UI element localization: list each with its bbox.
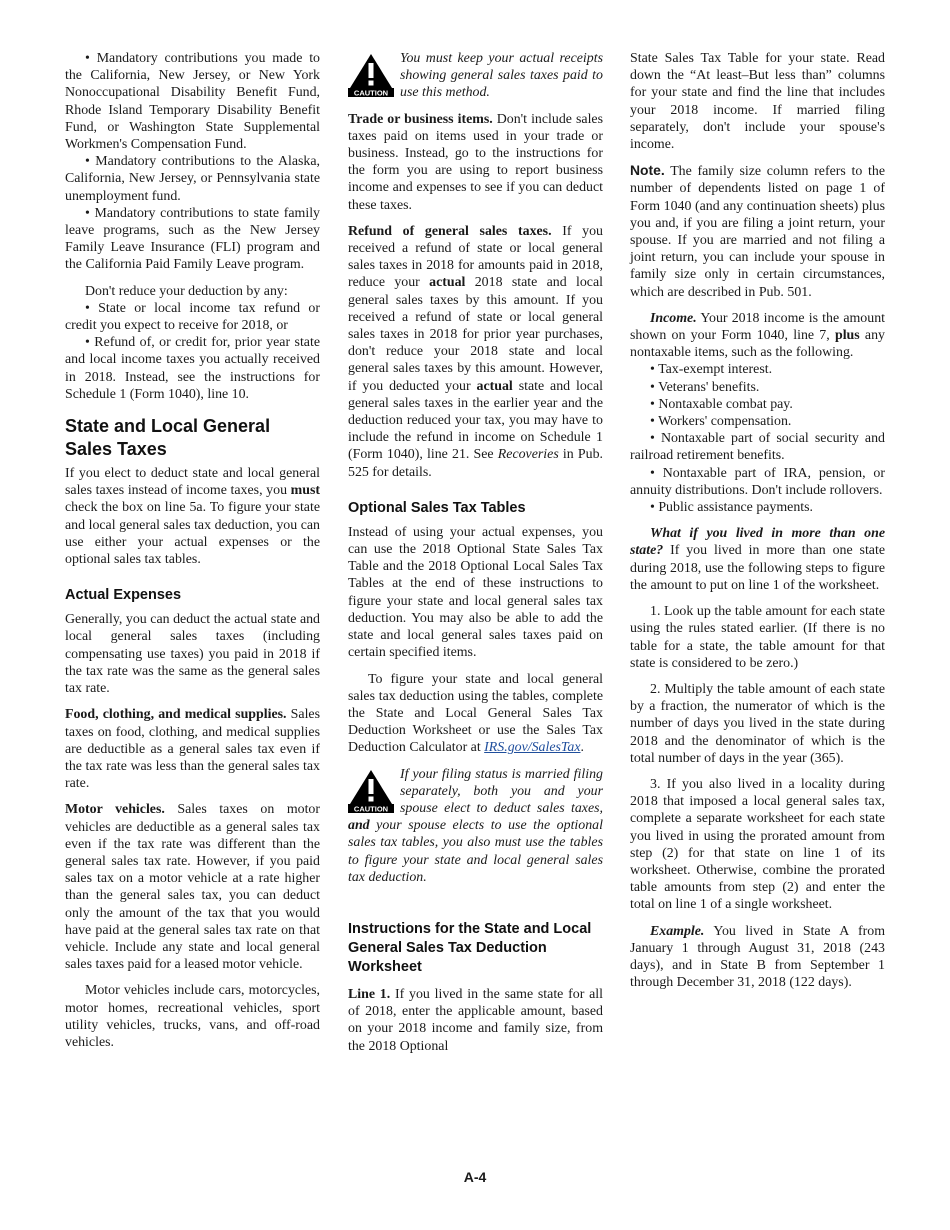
subsection-heading: Optional Sales Tax Tables xyxy=(348,499,526,516)
list-item: • Nontaxable combat pay. xyxy=(650,396,793,412)
paragraph: Note. The family size column refers to the number of dependents listed on page 1 of Form 1040 (and any continuation sheets) plus you and, if you are filing a joint return, your spouse. If you are married and not filing a joint return, you can include your spouse in family size only in certain circumstances, which are described in Pub. 501. xyxy=(630,162,885,300)
paragraph: 2. Multiply the table amount of each state by a fraction, the numerator of which is the number of days you lived in the state during 2018 and the denominator of which is the total number of days in the year (365). xyxy=(630,681,885,766)
list-item: • Tax-exempt interest. xyxy=(650,362,773,378)
sales-tax-link[interactable]: IRS.gov/SalesTax xyxy=(484,740,581,756)
caution-note xyxy=(348,50,603,102)
list-item: • Mandatory contributions you made to the California, New Jersey, or New York Nonoccupational Disability Benefit Fund, Rhode Island Temporary Disability Benefit Fund, or Washington State Supplemental Workmen's Compensation Fund. xyxy=(65,51,320,153)
caution-icon xyxy=(348,53,394,97)
paragraph: Line 1. If you lived in the same state for all of 2018, enter the applicable amount, based on your 2018 income and family size, from the 2018 Optional xyxy=(348,986,603,1054)
svg-text:CAUTION: CAUTION xyxy=(353,804,389,813)
list-item: • Public assistance payments. xyxy=(650,500,814,516)
list-item: • Nontaxable part of social security and railroad retirement benefits. xyxy=(630,431,885,464)
column-1 xyxy=(65,50,320,1051)
paragraph: Example. You lived in State A from January 1 through August 31, 2018 (243 days), and in State B from September 1 through December 31, 2018 (122 days). xyxy=(630,923,885,991)
paragraph: If you elect to deduct state and local general sales taxes instead of income taxes, you must check the box on line 5a. To figure your state and local general sales tax deduction, you can use either your actual expenses or the optional sales tax tables. xyxy=(65,466,320,568)
list-item: • Nontaxable part of IRA, pension, or annuity distributions. Don't include rollovers. xyxy=(630,465,885,498)
subsection-heading: Actual Expenses xyxy=(65,587,182,604)
list-item: • Veterans' benefits. xyxy=(650,379,760,395)
paragraph: Instead of using your actual expenses, you can use the 2018 Optional State Sales Tax Table and the 2018 Optional Local Sales Tax Tables at the end of these instructions to figure your state and local general sales tax deduction. You may also be able to add the state and local general sales taxes paid on certain specified items. xyxy=(348,524,603,661)
column-2 xyxy=(348,50,603,1055)
subsection-heading: Instructions for the State and Local General Sales Tax Deduction Worksheet xyxy=(348,920,592,975)
paragraph: Motor vehicles. Sales taxes on motor vehicles are deductible as a general sales tax even if the tax rate was different than the general sales tax rate. However, if you paid sales tax on a motor vehicle at a rate higher than the general sales tax, you can deduct only the amount of the tax that you would have paid at the general sales tax rate on that vehicle. Include any state and local general sales taxes paid for a leased motor vehicle. xyxy=(65,802,320,973)
paragraph: Motor vehicles include cars, motorcycles, motor homes, recreational vehicles, sport utility vehicles, trucks, vans, and off-road vehicles. xyxy=(65,983,320,1050)
paragraph: 1. Look up the table amount for each state using the rules stated earlier. (If there is no table for a state, the table amount for that state is considered to be zero.) xyxy=(630,604,885,671)
svg-text:CAUTION: CAUTION xyxy=(353,88,389,97)
list-item: • State or local income tax refund or credit you expect to receive for 2018, or xyxy=(65,300,320,334)
paragraph: Trade or business items. Don't include sales taxes paid on items used in your trade or business. Instead, go to the instructions for the form you are using to report business income and expenses to see if you can deduct these taxes. xyxy=(348,111,603,213)
paragraph: Generally, you can deduct the actual state and local general sales taxes (including compensating use taxes) you paid in 2018 if the tax rate was the same as the general sales tax rate. xyxy=(65,612,320,697)
section-heading: State and Local General Sales Taxes xyxy=(65,416,271,460)
paragraph: State Sales Tax Table for your state. Read down the “At least–But less than” columns for your state and find the line that includes your 2018 income. If married filing separately, don't include your spouse's income. xyxy=(630,51,885,153)
caution-text: If your filing status is married filing separately, both you and your spouse elect to deduct sales taxes, and your spouse elects to use the optional sales tax tables, you also must use the tables to figure your state and local general sales tax deduction. xyxy=(348,766,603,885)
list-item: • Workers' compensation. xyxy=(650,414,792,430)
list-item: • Mandatory contributions to state family leave programs, such as the New Jersey Family Leave Insurance (FLI) program and the California Paid Family Leave program. xyxy=(65,205,320,273)
paragraph: Food, clothing, and medical supplies. Sales taxes on food, clothing, and medical supplies are deductible as a general sales tax even if the tax rate was less than the general sales tax rate. xyxy=(65,707,320,792)
paragraph: To figure your state and local general sales tax deduction using the tables, complete the State and Local General Sales Tax Deduction Worksheet or use the Sales Tax Deduction Calculator at IRS.gov/SalesTax. xyxy=(348,671,603,756)
list-item: • Refund of, or credit for, prior year state and local income taxes you actually received in 2018. Instead, see the instructions for Schedule 1 (Form 1040), line 10. xyxy=(65,335,320,402)
paragraph: Refund of general sales taxes. If you received a refund of state or local general sales taxes in 2018 for amounts paid in 2018, reduce your actual 2018 state and local general sales taxes by this amount. If you received a refund of state or local general sales taxes in 2018 for prior year purchases, don't reduce your 2018 state and local general sales taxes by this amount. However, if you deducted your actual state and local general sales taxes in the earlier year and the deduction reduced your tax, you may have to include the refund in income on Schedule 1 (Form 1040), line 21. See Recoveries in Pub. 525 for details. xyxy=(348,223,604,480)
page-number: A-4 xyxy=(463,1169,487,1185)
paragraph: Don't reduce your deduction by any: xyxy=(85,283,288,299)
column-3 xyxy=(630,50,885,991)
caution-note xyxy=(348,766,603,886)
caution-icon xyxy=(348,769,394,813)
paragraph: What if you lived in more than one state? If you lived in more than one state during 2018, use the following steps to figure the amount to put on line 1 of the worksheet. xyxy=(630,526,885,593)
paragraph: Income. Your 2018 income is the amount shown on your Form 1040, line 7, plus any nontaxable items, such as the following. xyxy=(630,310,885,361)
caution-text: You must keep your actual receipts showing general sales taxes paid to use this method. xyxy=(400,51,603,101)
list-item: • Mandatory contributions to the Alaska, California, New Jersey, or Pennsylvania state unemployment fund. xyxy=(65,154,320,204)
paragraph: 3. If you also lived in a locality during 2018 that imposed a local general sales tax, complete a separate worksheet for each state you lived in using the prorated amount from step (2) for that state on line 1 of its worksheet. Otherwise, combine the prorated table amounts from step (2) and enter the total on line 1 of a single worksheet. xyxy=(630,776,885,913)
